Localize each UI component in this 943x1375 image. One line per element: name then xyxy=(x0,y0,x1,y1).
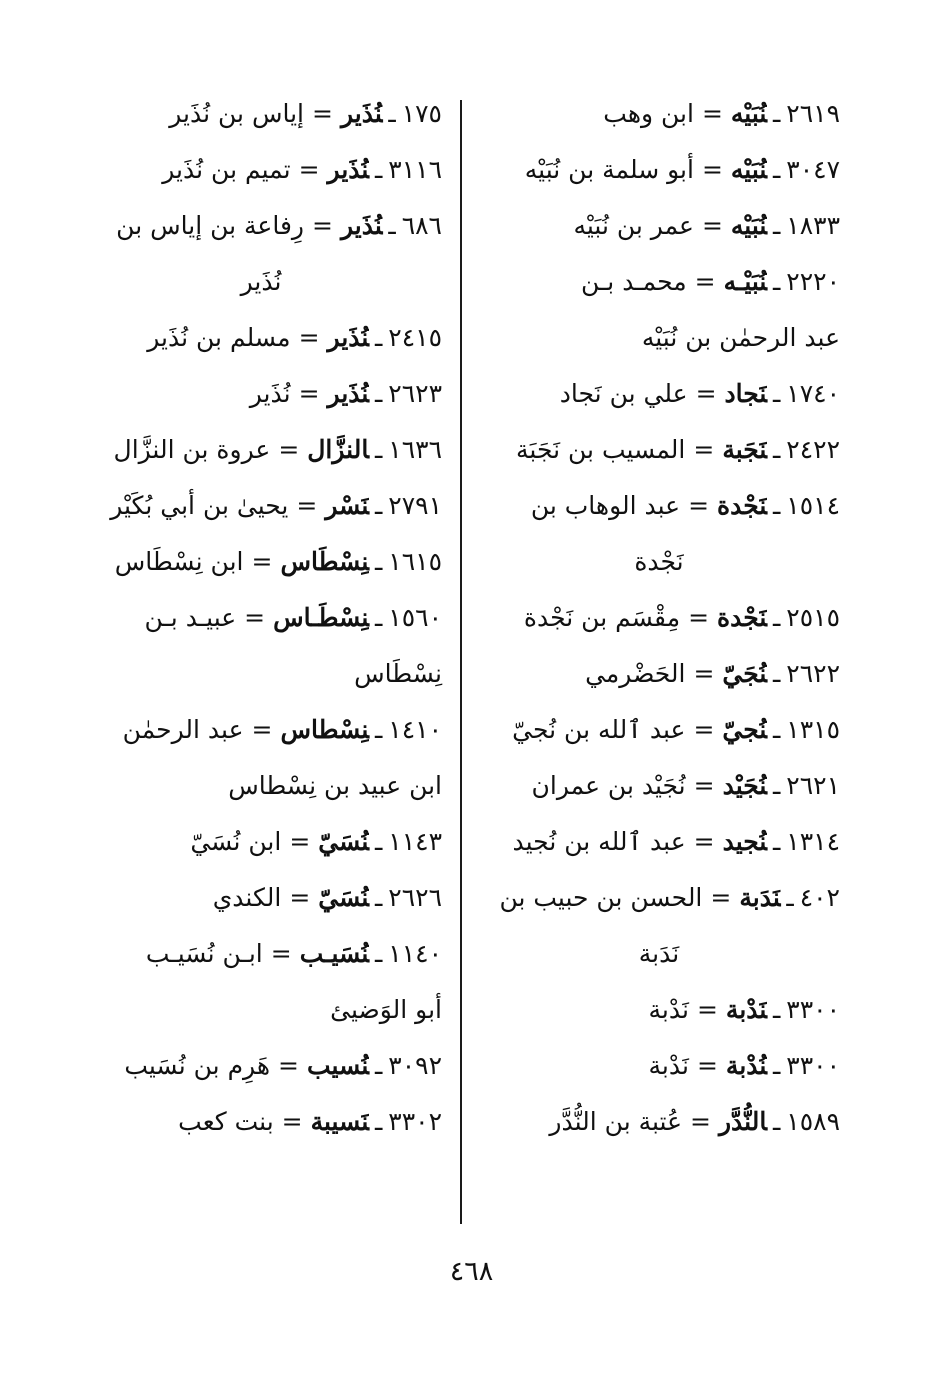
entry-equals: = xyxy=(696,995,718,1024)
index-entry xyxy=(478,590,840,646)
entry-equals: = xyxy=(270,939,292,968)
entry-equals: = xyxy=(701,155,723,184)
entry-number: ٣٠٤٧ xyxy=(786,155,840,184)
entry-number: ١٧٤٠ xyxy=(786,379,840,408)
entry-name: نَجاد xyxy=(724,379,767,408)
entry-number: ١٨٣٣ xyxy=(786,211,840,240)
entry-continuation: نِسْطَاس xyxy=(354,659,442,688)
entry-number: ٢٦٢٦ xyxy=(388,883,442,912)
entry-description: يحيىٰ بن أبي بُكَيْر xyxy=(110,491,289,520)
entry-number: ١٥١٤ xyxy=(786,491,840,520)
entry-number: ١٥٦٠ xyxy=(388,603,442,632)
entry-separator: ـ xyxy=(374,435,383,464)
entry-name: نَسيبة xyxy=(310,1107,369,1136)
left-column xyxy=(80,86,442,1150)
entry-number: ١٣١٥ xyxy=(786,715,840,744)
entry-separator: ـ xyxy=(772,659,781,688)
entry-number: ٢٦١٩ xyxy=(786,99,840,128)
entry-number: ٣٣٠٠ xyxy=(786,995,840,1024)
entry-number: ٦٨٦ xyxy=(401,211,442,240)
column-divider xyxy=(460,100,462,1224)
index-entry xyxy=(478,1094,840,1150)
entry-name: نُبَيْـه xyxy=(723,267,767,296)
entry-name: نَسْر xyxy=(325,491,369,520)
entry-name: نُذَير xyxy=(340,99,383,128)
index-entry xyxy=(80,86,442,142)
entry-separator: ـ xyxy=(388,211,396,240)
entry-name: النُّدَّر xyxy=(718,1107,767,1136)
entry-separator: ـ xyxy=(772,603,781,632)
entry-separator: ـ xyxy=(374,603,383,632)
entry-separator: ـ xyxy=(374,155,383,184)
entry-equals: = xyxy=(693,715,715,744)
entry-name: نُذَير xyxy=(327,323,369,352)
entry-separator: ـ xyxy=(374,379,383,408)
entry-name: نُسَيّ xyxy=(318,827,369,856)
entry-description: عمر بن نُبَيْه xyxy=(573,211,694,240)
entry-name: نَدْبة xyxy=(725,995,767,1024)
index-entry xyxy=(478,982,840,1038)
entry-equals: = xyxy=(688,603,710,632)
entry-name: نِسْطاس xyxy=(280,715,369,744)
entry-description: إياس بن نُذَير xyxy=(169,99,304,128)
entry-equals: = xyxy=(251,715,273,744)
entry-equals: = xyxy=(312,99,333,128)
entry-name: نُجَيّ xyxy=(722,659,767,688)
entry-equals: = xyxy=(701,99,723,128)
entry-equals: = xyxy=(693,659,715,688)
entry-description: عبد الوهاب بن xyxy=(530,491,681,520)
entry-separator: ـ xyxy=(388,99,396,128)
entry-separator: ـ xyxy=(786,883,794,912)
entry-name: نُسيب xyxy=(307,1051,369,1080)
entry-number: ١٦٣٦ xyxy=(388,435,442,464)
index-entry xyxy=(478,646,840,702)
entry-separator: ـ xyxy=(374,827,383,856)
entry-number: ٢٧٩١ xyxy=(388,491,442,520)
entry-description: ابـن نُسَيـب xyxy=(145,939,263,968)
entry-equals: = xyxy=(694,267,716,296)
entry-name: نُجَيْد xyxy=(722,771,767,800)
entry-number: ٣٣٠٠ xyxy=(786,1051,840,1080)
entry-description: نُذَير xyxy=(249,379,291,408)
entry-description: عبد الرحمٰن xyxy=(122,715,244,744)
entry-separator: ـ xyxy=(374,323,383,352)
entry-equals: = xyxy=(296,491,318,520)
entry-separator: ـ xyxy=(374,715,383,744)
entry-description: الحَضْرمي xyxy=(585,659,686,688)
index-entry xyxy=(478,814,840,870)
entry-number: ٣٣٠٢ xyxy=(388,1107,442,1136)
entry-separator: ـ xyxy=(374,547,383,576)
entry-description: ابن نُسَيّ xyxy=(190,827,282,856)
entry-equals: = xyxy=(693,771,715,800)
entry-description: ابن نِسْطَاس xyxy=(114,547,244,576)
entry-description: عبد ٱلله بن نُجيّ xyxy=(512,715,686,744)
entry-name: نُذَير xyxy=(327,155,369,184)
entry-number: ٤٠٢ xyxy=(799,883,840,912)
entry-continuation: نَجْدة xyxy=(634,547,684,576)
entry-number: ١١٤٣ xyxy=(388,827,442,856)
entry-separator: ـ xyxy=(772,715,781,744)
entry-number: ٢٦٢٢ xyxy=(786,659,840,688)
entry-separator: ـ xyxy=(772,1051,781,1080)
entry-name: نُبَيْه xyxy=(730,155,767,184)
entry-description: علي بن نَجاد xyxy=(559,379,688,408)
entry-equals: = xyxy=(289,883,311,912)
entry-name: نُجيّ xyxy=(722,715,767,744)
entry-equals: = xyxy=(312,211,333,240)
entry-number: ١٣١٤ xyxy=(786,827,840,856)
entry-name: نُبَيْه xyxy=(730,211,767,240)
entry-continuation: ابن عبيد بن نِسْطاس xyxy=(228,771,442,800)
entry-equals: = xyxy=(701,211,723,240)
entry-separator: ـ xyxy=(374,1107,383,1136)
index-entry xyxy=(478,198,840,254)
entry-description: رِفاعة بن إياس بن xyxy=(116,211,304,240)
entry-equals: = xyxy=(695,379,717,408)
index-entry xyxy=(478,702,840,758)
entry-separator: ـ xyxy=(772,1107,781,1136)
entry-number: ١٧٥ xyxy=(401,99,442,128)
entry-description: مسلم بن نُذَير xyxy=(147,323,291,352)
entry-number: ٢٢٢٠ xyxy=(786,267,840,296)
entry-separator: ـ xyxy=(772,771,781,800)
entry-description: الحسن بن حبيب بن xyxy=(499,883,703,912)
entry-separator: ـ xyxy=(772,491,781,520)
entry-number: ٢٥١٥ xyxy=(786,603,840,632)
entry-equals: = xyxy=(281,1107,303,1136)
entry-name: نُدْبة xyxy=(725,1051,767,1080)
index-entry xyxy=(478,870,840,982)
entry-name: نَدَبة xyxy=(739,883,781,912)
entry-description: تميم بن نُذَير xyxy=(162,155,291,184)
entry-name: نِسْطَـاس xyxy=(273,603,369,632)
entry-equals: = xyxy=(298,155,320,184)
index-entry xyxy=(478,422,840,478)
entry-name: نَجَبة xyxy=(722,435,767,464)
index-entry xyxy=(80,870,442,926)
entry-continuation: نُذَير xyxy=(240,267,282,296)
index-entry xyxy=(80,926,442,1038)
entry-name: نُجيد xyxy=(722,827,767,856)
entry-description: عبد ٱلله بن نُجيد xyxy=(512,827,686,856)
entry-name: نَجْدة xyxy=(717,491,767,520)
entry-name: نِسْطَاس xyxy=(280,547,369,576)
entry-separator: ـ xyxy=(772,99,781,128)
entry-equals: = xyxy=(693,435,715,464)
entry-number: ٢٤١٥ xyxy=(388,323,442,352)
entry-equals: = xyxy=(298,323,320,352)
entry-description: المسيب بن نَجَبَة xyxy=(516,435,686,464)
entry-separator: ـ xyxy=(374,1051,383,1080)
entry-equals: = xyxy=(251,547,273,576)
index-entry xyxy=(80,1094,442,1150)
entry-separator: ـ xyxy=(772,379,781,408)
entry-number: ٢٦٢٣ xyxy=(388,379,442,408)
entry-description: عروة بن النزَّال xyxy=(113,435,271,464)
entry-equals: = xyxy=(298,379,320,408)
entry-equals: = xyxy=(278,435,300,464)
entry-number: ١٤١٠ xyxy=(388,715,442,744)
index-entry xyxy=(80,310,442,366)
entry-separator: ـ xyxy=(374,883,383,912)
entry-number: ٢٤٢٢ xyxy=(786,435,840,464)
entry-description: عُتبة بن النُّدَّر xyxy=(549,1107,683,1136)
entry-separator: ـ xyxy=(772,155,781,184)
entry-continuation: نَدَبة xyxy=(638,939,680,968)
entry-name: نُسَيـب xyxy=(299,939,369,968)
index-entry xyxy=(478,366,840,422)
entry-name: نُبَيْه xyxy=(730,99,767,128)
entry-number: ١٥٨٩ xyxy=(786,1107,840,1136)
right-column xyxy=(478,86,840,1150)
entry-equals: = xyxy=(244,603,266,632)
index-entry xyxy=(478,478,840,590)
entry-description: نَدْبة xyxy=(648,1051,689,1080)
entry-description: نُجَيْد بن عمران xyxy=(531,771,686,800)
entry-number: ٣١١٦ xyxy=(388,155,442,184)
index-entry xyxy=(80,1038,442,1094)
entry-name: نُذَير xyxy=(340,211,383,240)
page-number: ٤٦٨ xyxy=(449,1256,494,1287)
entry-description: أبو سلمة بن نُبَيْه xyxy=(524,155,694,184)
entry-separator: ـ xyxy=(772,827,781,856)
index-entry xyxy=(80,142,442,198)
entry-number: ٣٠٩٢ xyxy=(388,1051,442,1080)
index-entry xyxy=(80,478,442,534)
entry-equals: = xyxy=(690,1107,711,1136)
index-entry xyxy=(80,422,442,478)
entry-name: نُسَيّ xyxy=(318,883,369,912)
entry-separator: ـ xyxy=(772,995,781,1024)
index-entry xyxy=(478,86,840,142)
entry-equals: = xyxy=(278,1051,299,1080)
index-entry xyxy=(80,198,442,310)
entry-number: ٢٦٢١ xyxy=(786,771,840,800)
entry-number: ١٦١٥ xyxy=(388,547,442,576)
entry-description: الكندي xyxy=(212,883,282,912)
index-entry xyxy=(478,1038,840,1094)
entry-separator: ـ xyxy=(374,939,383,968)
index-entry xyxy=(80,814,442,870)
entry-name: نُذَير xyxy=(327,379,369,408)
entry-description: نَدْبة xyxy=(648,995,689,1024)
entry-description: بنت كعب xyxy=(178,1107,274,1136)
entry-description: ابن وهب xyxy=(603,99,694,128)
index-entry xyxy=(478,142,840,198)
entry-separator: ـ xyxy=(772,267,781,296)
entry-equals: = xyxy=(696,1051,718,1080)
entry-name: نَجْدة xyxy=(717,603,767,632)
entry-equals: = xyxy=(693,827,715,856)
entry-continuation: أبو الوَضيئ xyxy=(330,995,442,1024)
entry-equals: = xyxy=(289,827,311,856)
entry-name: النزَّال xyxy=(307,435,369,464)
entry-separator: ـ xyxy=(772,435,781,464)
entry-equals: = xyxy=(710,883,732,912)
entry-equals: = xyxy=(688,491,710,520)
index-entry xyxy=(80,702,442,814)
index-entry xyxy=(478,758,840,814)
index-entry xyxy=(80,366,442,422)
entry-description: محمـد بـن xyxy=(580,267,687,296)
entry-separator: ـ xyxy=(374,491,383,520)
entry-description: عبيـد بـن xyxy=(144,603,237,632)
entry-number: ١١٤٠ xyxy=(388,939,442,968)
entry-description: مِقْسَم بن نَجْدة xyxy=(523,603,681,632)
entry-continuation: عبد الرحمٰن بن نُبَيْه xyxy=(641,323,840,352)
index-entry xyxy=(80,590,442,702)
index-entry xyxy=(478,254,840,366)
index-entry xyxy=(80,534,442,590)
entry-description: هَرِم بن نُسَيب xyxy=(124,1051,271,1080)
entry-separator: ـ xyxy=(772,211,781,240)
